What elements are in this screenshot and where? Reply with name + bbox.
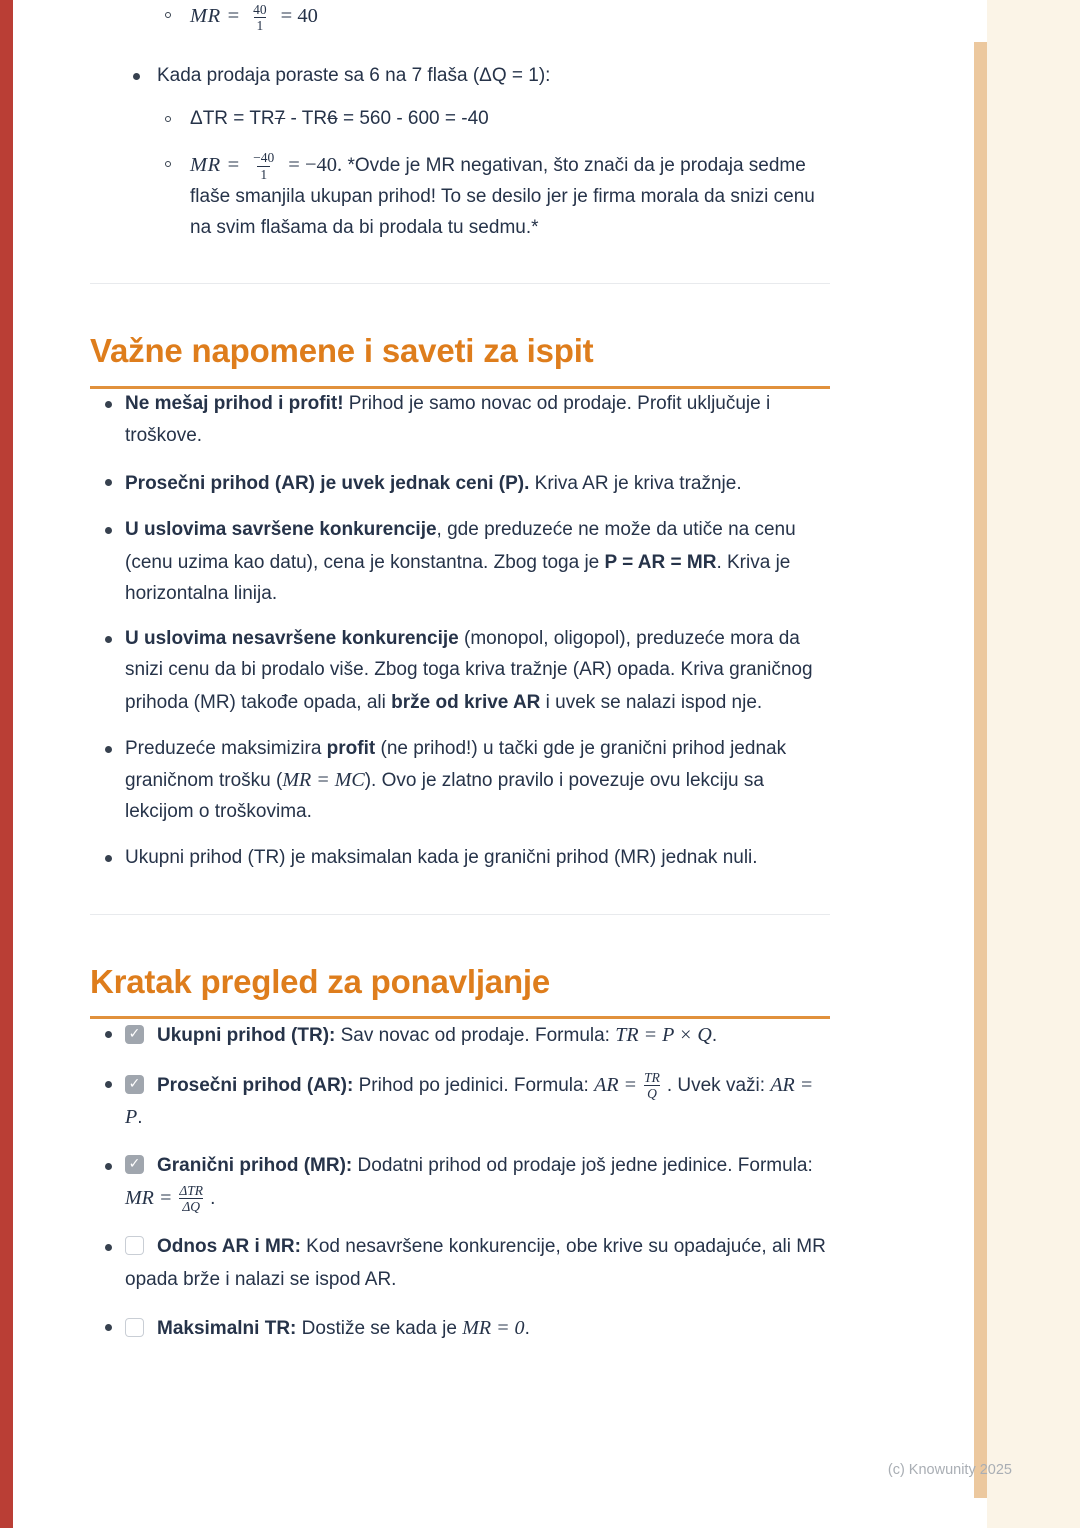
bullet-icon	[105, 401, 112, 408]
fraction	[250, 150, 277, 181]
right-margin-band	[987, 0, 1080, 1528]
section-title-pregled: Kratak pregled za ponavljanje	[90, 961, 830, 1019]
math-expression: MR =	[125, 1186, 173, 1209]
text: Sav novac od prodaje. Formula:	[335, 1024, 616, 1046]
note-item	[90, 515, 830, 609]
circle-bullet-icon	[165, 116, 171, 122]
document-content	[90, 0, 830, 1362]
bold-text: Prosečni prihod (AR) je uvek jednak ceni (P).	[125, 473, 530, 495]
notes-list	[90, 389, 830, 874]
fraction	[641, 1070, 663, 1101]
bold-text: Maksimalni TR:	[157, 1318, 297, 1340]
text: Prihod po jedinici. Formula:	[353, 1074, 595, 1096]
list-item	[90, 61, 830, 92]
math-expression: AR =	[594, 1073, 638, 1096]
note-item	[90, 624, 830, 718]
text: .	[137, 1107, 143, 1129]
text: .	[711, 1024, 718, 1046]
text: Kada prodaja poraste sa 6 na 7 flaša (ΔQ = 1):	[157, 65, 551, 87]
checklist-item	[90, 1312, 830, 1345]
note-item	[90, 843, 830, 874]
math-expression: TR = P × Q	[615, 1023, 712, 1046]
math-operator: =	[227, 5, 240, 27]
bullet-icon	[133, 73, 140, 80]
text: Dostiže se kada je	[296, 1318, 463, 1340]
bold-text: Granični prihod (MR):	[157, 1155, 353, 1177]
text: Kod nesavršene konkurencije, obe krive su opadajuće, ali MR opada brže i nalazi se ispod AR.	[125, 1235, 826, 1290]
bold-text: P = AR = MR	[604, 551, 717, 573]
text: Dodatni prihod od prodaje još jedne jedinice. Formula:	[352, 1155, 813, 1177]
text: . Kriva je horizontalna linija.	[125, 551, 791, 604]
checklist-item	[90, 1151, 830, 1215]
text: (monopol, oligopol), preduzeće mora da snizi cenu da bi prodalo više. Zbog toga kriva tražnje (AR) opada. Kriva graničnog prihoda (MR) takođe opada, ali	[125, 628, 813, 713]
left-edge-strip	[0, 0, 13, 1528]
bold-text: Odnos AR i MR:	[157, 1235, 301, 1257]
bullet-icon	[105, 1324, 112, 1331]
section-divider	[90, 283, 830, 284]
task-checkbox[interactable]	[125, 1025, 144, 1044]
task-checkbox[interactable]	[125, 1075, 144, 1094]
checklist-item	[90, 1069, 830, 1135]
bold-text: Prosečni prihod (AR):	[157, 1074, 354, 1096]
bold-text: Ne mešaj prihod i profit!	[125, 392, 344, 414]
bullet-icon	[105, 636, 112, 643]
text: , gde preduzeće ne može da utiče na cenu (cenu uzima kao datu), cena je konstantna. Zbog toga je	[125, 519, 796, 573]
checklist-item	[90, 1232, 830, 1296]
math-expression: MR = MC	[282, 769, 365, 792]
checklist-item	[90, 1019, 830, 1052]
text: Preduzeće maksimizira	[125, 737, 327, 759]
text: Prihod je samo novac od prodaje. Profit uključuje i troškove.	[125, 392, 771, 447]
text: ). Ovo je zlatno pravilo i povezuje ovu lekciju sa lekcijom o troškovima.	[125, 770, 764, 823]
math-result: = −40.	[288, 153, 343, 176]
bullet-icon	[105, 1031, 112, 1038]
bold-text: U uslovima savršene konkurencije	[125, 519, 437, 541]
list-item	[90, 149, 830, 244]
review-checklist	[90, 1019, 830, 1345]
fraction-numerator: TR	[644, 1070, 660, 1086]
bold-text: U uslovima nesavršene konkurencije	[125, 628, 459, 650]
bold-text: profit	[326, 737, 376, 759]
bullet-icon	[105, 855, 112, 862]
text: .	[524, 1318, 530, 1340]
list-item	[90, 0, 830, 33]
top-list	[90, 0, 830, 243]
text: i uvek se nalazi ispod nje.	[540, 691, 763, 713]
section-title-napomene: Važne napomene i saveti za ispit	[90, 330, 830, 388]
text: - TR	[285, 107, 328, 129]
text: ΔTR = TR	[190, 107, 275, 129]
text: Ukupni prihod (TR) je maksimalan kada je granični prihod (MR) jednak nuli.	[125, 846, 758, 868]
text: .	[210, 1187, 216, 1209]
struck-text: 7	[274, 107, 286, 129]
bullet-icon	[105, 1244, 112, 1251]
circle-bullet-icon	[165, 12, 171, 18]
math-expression: MR = 0	[462, 1317, 525, 1340]
text: *Ovde je MR negativan, što znači da je prodaja sedme flaše smanjila ukupan prihod! To se desilo jer je firma morala da snizi cenu na svim flašama da bi prodala tu sedmu.*	[190, 154, 815, 238]
note-item	[90, 467, 830, 500]
math-variable: MR	[190, 5, 221, 27]
struck-text: 6	[327, 107, 338, 129]
bullet-icon	[105, 527, 112, 534]
fraction-numerator: −40	[253, 150, 275, 166]
task-checkbox[interactable]	[125, 1236, 144, 1255]
fraction	[250, 2, 270, 33]
fraction-denominator: Q	[644, 1085, 660, 1101]
circle-bullet-icon	[165, 161, 171, 167]
copyright-note: (c) Knowunity 2025	[887, 1462, 1012, 1478]
fraction-numerator: 40	[253, 1, 267, 17]
bullet-icon	[105, 1163, 112, 1170]
fraction-denominator: 1	[257, 166, 270, 182]
bold-text: Ukupni prihod (TR):	[157, 1024, 336, 1046]
math-variable: MR	[190, 153, 221, 176]
bullet-icon	[105, 746, 112, 753]
fraction	[176, 1183, 206, 1214]
math-formula	[190, 150, 343, 182]
task-checkbox[interactable]	[125, 1155, 144, 1174]
right-edge-strip	[974, 42, 987, 1498]
text: . Uvek važi:	[666, 1074, 771, 1096]
note-item	[90, 389, 830, 453]
bullet-icon	[105, 479, 112, 486]
math-operator: =	[227, 153, 240, 176]
math-result: = 40	[280, 5, 318, 27]
bullet-icon	[105, 1081, 112, 1088]
section-divider	[90, 914, 830, 915]
fraction-denominator: 1	[254, 17, 267, 33]
list-item	[90, 104, 830, 135]
math-expression: AR = P	[125, 1073, 814, 1129]
fraction-denominator: ΔQ	[179, 1198, 203, 1214]
math-formula	[190, 1, 318, 33]
bold-text: brže od krive AR	[391, 691, 541, 713]
note-item	[90, 734, 830, 828]
text: Kriva AR je kriva tražnje.	[529, 473, 742, 495]
text: = 560 - 600 = -40	[337, 107, 489, 129]
fraction-numerator: ΔTR	[179, 1183, 204, 1199]
task-checkbox[interactable]	[125, 1318, 144, 1337]
text: (ne prihod!) u tački gde je granični prihod jednak graničnom trošku (	[125, 737, 787, 792]
